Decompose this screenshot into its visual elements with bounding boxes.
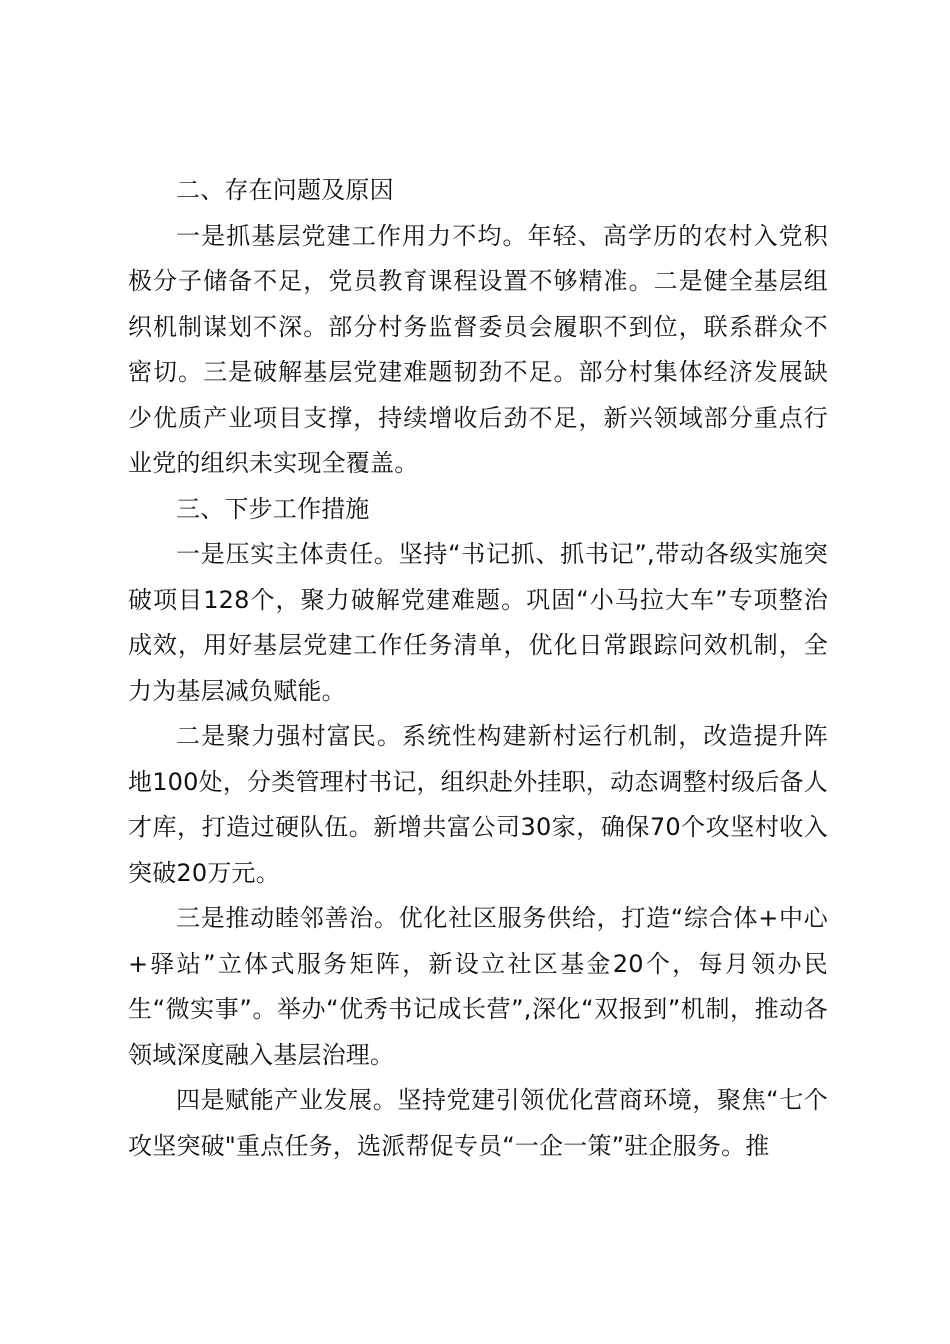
paragraph-measure-2: 二是聚力强村富民。系统性构建新村运行机制，改造提升阵地100处，分类管理村书记，组织赴外挂职，动态调整村级后备人才库，打造过硬队伍。新增共富公司30家，确保70个攻坚村收入突破20万元。 [128, 722, 828, 887]
section-heading-measures: 三、下步工作措施 [176, 494, 370, 523]
document-body [128, 168, 828, 1169]
paragraph-problems: 一是抓基层党建工作用力不均。年轻、高学历的农村入党积极分子储备不足，党员教育课程设置不够精准。二是健全基层组织机制谋划不深。部分村务监督委员会履职不到位，联系群众不密切。三是破解基层党建难题韧劲不足。部分村集体经济发展缺少优质产业项目支撑，持续增收后劲不足，新兴领域部分重点行业党的组织未实现全覆盖。 [128, 221, 828, 477]
paragraph-measure-4: 四是赋能产业发展。坚持党建引领优化营商环境，聚焦“七个攻坚突破"重点任务，选派帮促专员“一企一策”驻企服务。推 [128, 1086, 828, 1160]
paragraph-measure-1: 一是压实主体责任。坚持“书记抓、抓书记”,带动各级实施突破项目128个，聚力破解党建难题。巩固“小马拉大车”专项整治成效，用好基层党建工作任务清单，优化日常跟踪问效机制，全力为基层减负赋能。 [128, 540, 828, 705]
section-heading-problems: 二、存在问题及原因 [176, 176, 394, 204]
paragraph-measure-3: 三是推动睦邻善治。优化社区服务供给，打造“综合体+中心+驿站”立体式服务矩阵，新设立社区基金20个，每月领办民生“微实事”。举办“优秀书记成长营”,深化“双报到”机制，推动各领域深度融入基层治理。 [128, 904, 828, 1069]
